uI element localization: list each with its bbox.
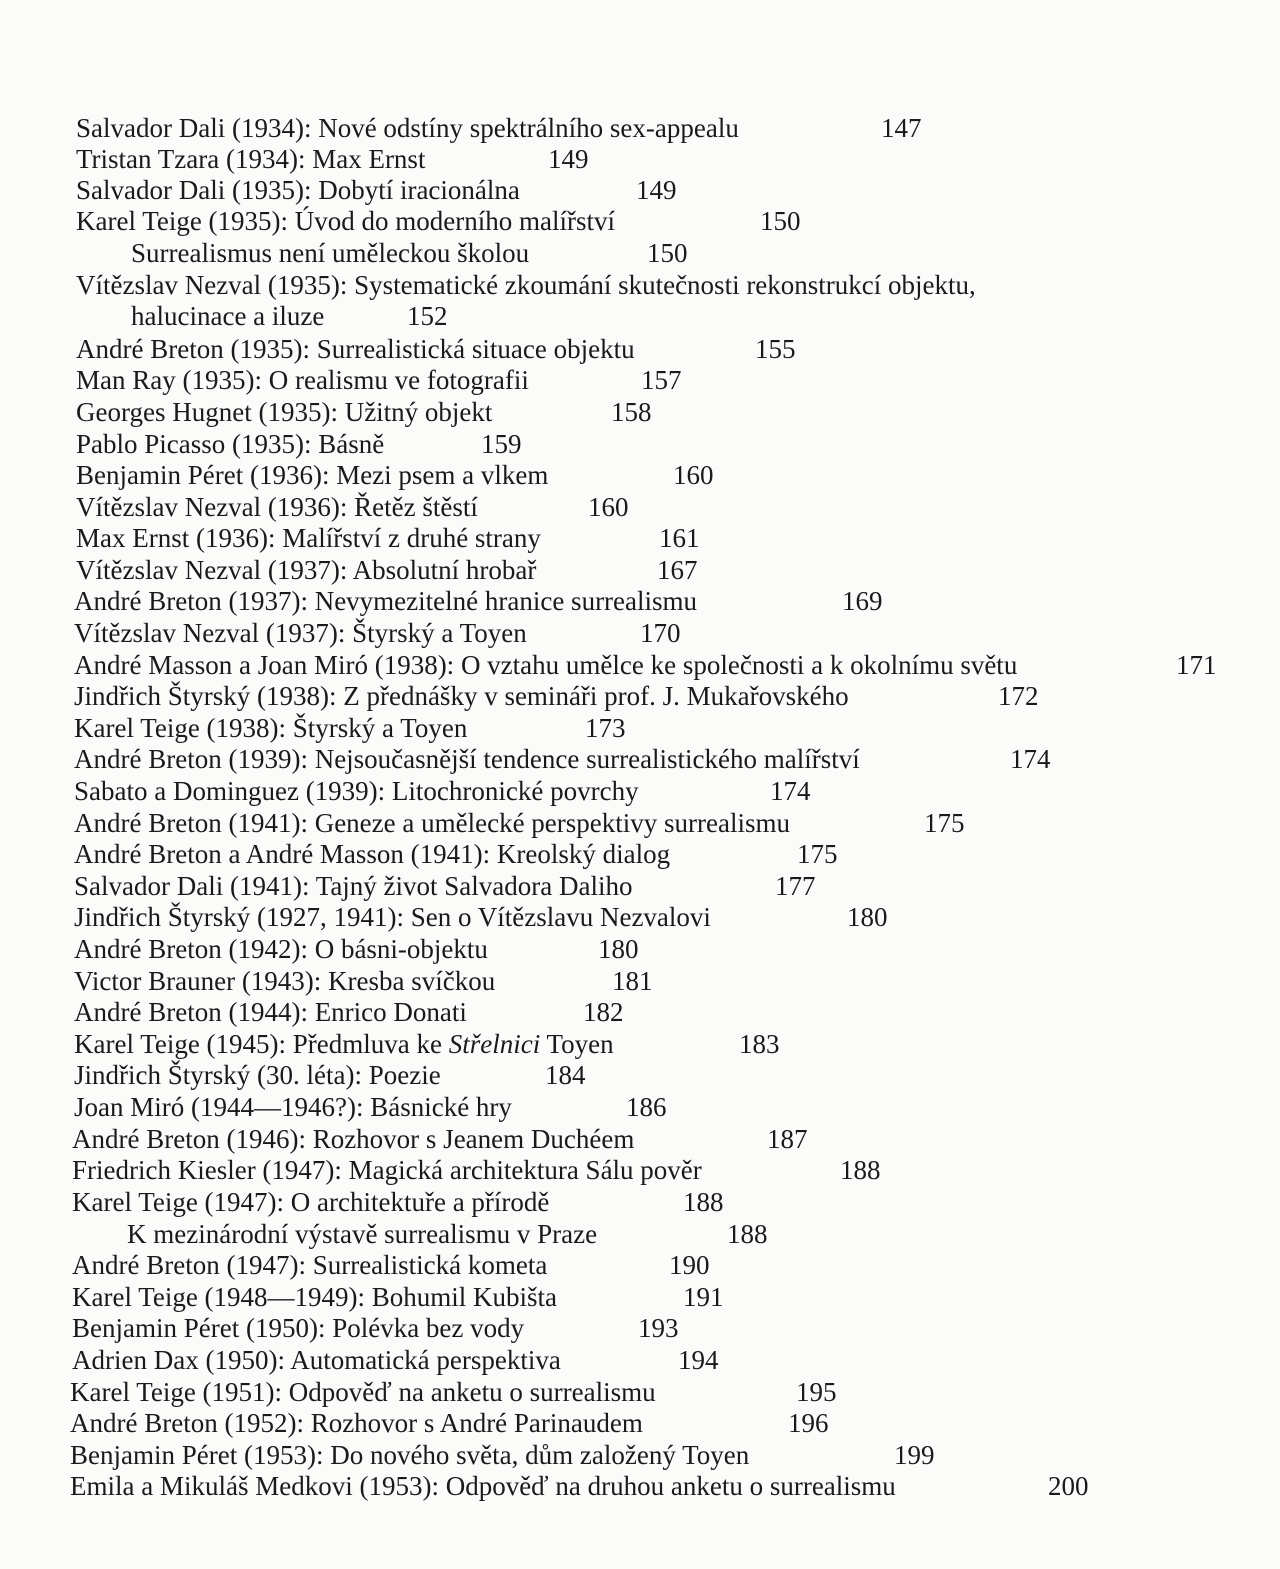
toc-entry: [74, 901, 711, 933]
toc-entry: [74, 933, 488, 965]
page-number: 149: [636, 175, 677, 205]
toc-entry: [72, 1312, 524, 1344]
toc-entry: [70, 1470, 896, 1502]
toc-entry: [76, 522, 541, 554]
entry-title: Jindřich Štyrský (1927, 1941): Sen o Vítězslavu Nezvalovi: [74, 902, 711, 932]
entry-title: Sabato a Dominguez (1939): Litochronické povrchy: [74, 776, 639, 806]
toc-entry: [76, 554, 536, 586]
entry-title: Benjamin Péret (1950): Polévka bez vody: [72, 1313, 525, 1343]
entry-title: André Breton (1947): Surrealistická kometa: [72, 1250, 548, 1280]
page-number: 200: [1048, 1471, 1089, 1501]
entry-title-rest: Toyen: [540, 1029, 614, 1059]
toc-entry: [76, 333, 635, 365]
entry-title: K mezinárodní výstavě surrealismu v Praze: [127, 1219, 598, 1249]
page-number: 150: [647, 238, 688, 268]
toc-entry: [74, 617, 527, 649]
entry-title: Victor Brauner (1943): Kresba svíčkou: [74, 966, 496, 996]
entry-title: André Breton (1941): Geneze a umělecké perspektivy surrealismu: [74, 808, 790, 838]
page-number: 175: [924, 808, 965, 838]
entry-title: halucinace a iluze: [131, 301, 325, 331]
page-number: 191: [683, 1282, 724, 1312]
toc-entry: [131, 237, 529, 269]
entry-title: André Breton (1935): Surrealistická situace objektu: [76, 334, 635, 364]
page-number: 169: [842, 586, 883, 616]
entry-title: André Breton (1946): Rozhovor s Jeanem Duchéem: [72, 1124, 635, 1154]
page-number: 188: [840, 1155, 881, 1185]
page-number: 152: [407, 301, 448, 331]
page-number: 158: [611, 397, 652, 427]
page-number: 177: [775, 871, 816, 901]
page-number: 174: [1010, 744, 1051, 774]
entry-title: Karel Teige (1951): Odpověď na anketu o surrealismu: [70, 1377, 656, 1407]
entry-title: Karel Teige (1938): Štyrský a Toyen: [74, 713, 468, 743]
toc-entry: [74, 838, 670, 870]
entry-title: Benjamin Péret (1936): Mezi psem a vlkem: [76, 460, 549, 490]
toc-entry: [72, 1281, 557, 1313]
toc-entry: [76, 174, 520, 206]
entry-title: Pablo Picasso (1935): Básně: [76, 429, 385, 459]
page-number: 183: [739, 1029, 780, 1059]
page-number: 150: [760, 206, 801, 236]
page-number: 187: [767, 1124, 808, 1154]
entry-title: Salvador Dali (1934): Nové odstíny spektrálního sex-appealu: [76, 113, 739, 143]
page-number: 196: [788, 1408, 829, 1438]
toc-entry: [72, 1249, 547, 1281]
entry-title: Salvador Dali (1941): Tajný život Salvadora Daliho: [74, 871, 633, 901]
toc-entry: [76, 364, 529, 396]
entry-title: André Masson a Joan Miró (1938): O vztahu umělce ke společnosti a k okolnímu světu: [74, 650, 1018, 680]
page-number: 190: [669, 1250, 710, 1280]
page-number: 157: [641, 365, 682, 395]
entry-title: André Breton (1944): Enrico Donati: [74, 997, 467, 1027]
page-number: 149: [548, 144, 589, 174]
toc-entry: [76, 428, 384, 460]
entry-title: Karel Teige (1948—1949): Bohumil Kubišta: [72, 1282, 558, 1312]
page-number: 170: [640, 618, 681, 648]
toc-entry: [72, 1186, 549, 1218]
entry-title: Friedrich Kiesler (1947): Magická architektura Sálu pověr: [72, 1155, 702, 1185]
entry-title: Jindřich Štyrský (1938): Z přednášky v semináři prof. J. Mukařovského: [74, 681, 849, 711]
entry-title: Vítězslav Nezval (1936): Řetěz štěstí: [76, 492, 478, 522]
entry-title: Emila a Mikuláš Medkovi (1953): Odpověď na druhou anketu o surrealismu: [70, 1471, 896, 1501]
page-number: 199: [894, 1440, 935, 1470]
page-number: 180: [847, 902, 888, 932]
entry-title: Tristan Tzara (1934): Max Ernst: [76, 144, 426, 174]
page-number: 155: [755, 334, 796, 364]
page-number: 161: [659, 523, 700, 553]
page-number: 175: [797, 839, 838, 869]
entry-title: Salvador Dali (1935): Dobytí iracionálna: [76, 175, 520, 205]
toc-entry: [72, 1344, 561, 1376]
entry-title: Karel Teige (1945): Předmluva ke: [74, 1029, 449, 1059]
entry-title: Karel Teige (1947): O architektuře a přírodě: [72, 1187, 550, 1217]
page-number: 182: [583, 997, 624, 1027]
page-number: 167: [657, 555, 698, 585]
toc-entry: [74, 775, 639, 807]
page-number: 188: [683, 1187, 724, 1217]
entry-title: Vítězslav Nezval (1937): Absolutní hrobař: [76, 555, 537, 585]
toc-entry: [74, 996, 467, 1028]
entry-title: André Breton (1937): Nevymezitelné hranice surrealismu: [74, 586, 698, 616]
toc-entry: [74, 807, 790, 839]
toc-entry: [74, 1059, 441, 1091]
page-number: 194: [678, 1345, 719, 1375]
page-number: 174: [770, 776, 811, 806]
toc-entry: [74, 649, 1017, 681]
entry-title: Surrealismus není uměleckou školou: [131, 238, 530, 268]
toc-entry: [72, 1154, 702, 1186]
toc-entry: [76, 143, 425, 175]
page-number: 186: [626, 1092, 667, 1122]
entry-title: Benjamin Péret (1953): Do nového světa, dům založený Toyen: [70, 1440, 750, 1470]
toc-entry: [70, 1376, 656, 1408]
toc-entry: [70, 1439, 749, 1471]
toc-entry: [74, 743, 860, 775]
toc-entry: [76, 269, 976, 301]
toc-entry: [72, 1123, 634, 1155]
toc-entry: [131, 300, 324, 332]
toc-entry: [76, 112, 739, 144]
page-number: 147: [881, 113, 922, 143]
toc-entry: [76, 491, 478, 523]
toc-entry: [74, 712, 467, 744]
toc-entry: [74, 870, 632, 902]
entry-title-italic: Střelnici: [448, 1029, 541, 1059]
entry-title: André Breton (1952): Rozhovor s André Parinaudem: [70, 1408, 643, 1438]
toc-entry: [74, 965, 495, 997]
entry-title: Adrien Dax (1950): Automatická perspektiva: [72, 1345, 561, 1375]
entry-title: Joan Miró (1944—1946?): Básnické hry: [74, 1092, 512, 1122]
toc-entry: [76, 459, 548, 491]
entry-title: Jindřich Štyrský (30. léta): Poezie: [74, 1060, 441, 1090]
page-number: 171: [1176, 650, 1217, 680]
toc-entry: [74, 1028, 614, 1060]
page-number: 195: [796, 1377, 837, 1407]
entry-title: André Breton (1939): Nejsoučasnější tendence surrealistického malířství: [74, 744, 860, 774]
toc-entry: [127, 1218, 597, 1250]
page-number: 173: [585, 713, 626, 743]
entry-title: Vítězslav Nezval (1937): Štyrský a Toyen: [74, 618, 527, 648]
page-number: 181: [612, 966, 653, 996]
entry-title: Vítězslav Nezval (1935): Systematické zkoumání skutečnosti rekonstrukcí objektu,: [76, 270, 976, 300]
entry-title: André Breton (1942): O básni-objektu: [74, 934, 488, 964]
entry-title: Georges Hugnet (1935): Užitný objekt: [76, 397, 493, 427]
page-number: 160: [673, 460, 714, 490]
toc-entry: [74, 1091, 512, 1123]
page-number: 172: [998, 681, 1039, 711]
entry-title: Max Ernst (1936): Malířství z druhé strany: [76, 523, 541, 553]
page-number: 188: [727, 1219, 768, 1249]
page-number: 193: [638, 1313, 679, 1343]
toc-entry: [74, 585, 697, 617]
toc-entry: [74, 680, 849, 712]
page-number: 159: [481, 429, 522, 459]
entry-title: Karel Teige (1935): Úvod do moderního malířství: [76, 206, 615, 236]
page-number: 180: [598, 934, 639, 964]
toc-entry: [70, 1407, 643, 1439]
page-number: 184: [545, 1060, 586, 1090]
page-number: 160: [588, 492, 629, 522]
entry-title: André Breton a André Masson (1941): Kreolský dialog: [74, 839, 671, 869]
entry-title: Man Ray (1935): O realismu ve fotografii: [76, 365, 529, 395]
toc-entry: [76, 396, 492, 428]
toc-entry: [76, 205, 615, 237]
